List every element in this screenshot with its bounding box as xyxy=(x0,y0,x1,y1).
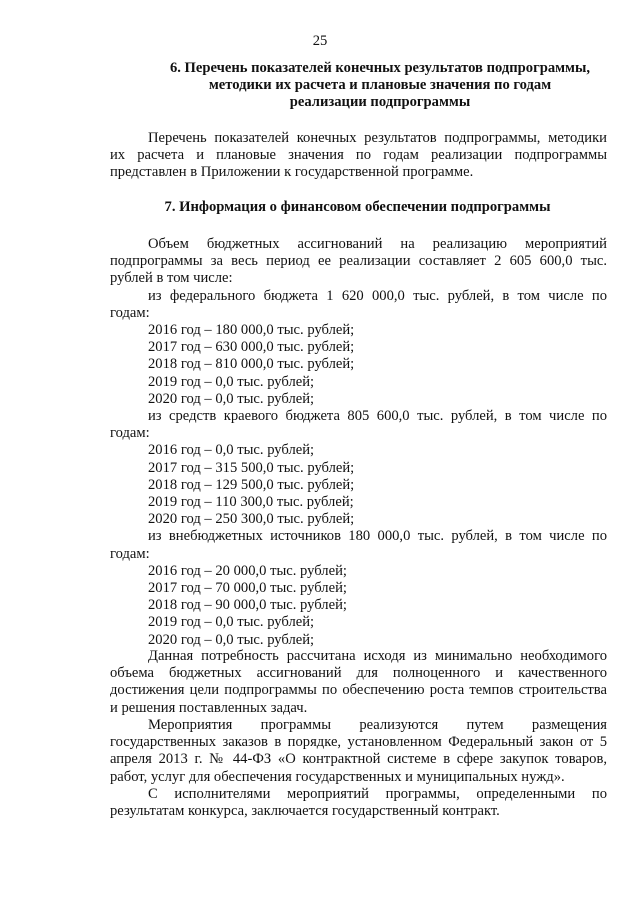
year-amount: 2016 год – 20 000,0 тыс. рублей; xyxy=(148,562,347,579)
text-line: Мероприятия программы реализуются путем размещения xyxy=(148,717,607,733)
text-line: работ, услуг для обеспечения государственных и муниципальных нужд». xyxy=(110,768,565,785)
text-line: годам: xyxy=(110,425,150,442)
year-amount: 2017 год – 70 000,0 тыс. рублей; xyxy=(148,580,347,597)
funding-paragraph xyxy=(110,236,607,649)
year-amount: 2018 год – 810 000,0 тыс. рублей; xyxy=(148,356,355,373)
year-amount: 2017 год – 315 500,0 тыс. рублей; xyxy=(148,459,355,476)
procurement-paragraph xyxy=(110,717,607,786)
year-amount: 2019 год – 110 300,0 тыс. рублей; xyxy=(148,494,354,511)
page-number: 25 xyxy=(312,33,328,49)
year-amount: 2018 год – 90 000,0 тыс. рублей; xyxy=(148,597,347,614)
section-7-heading: 7. Информация о финансовом обеспечении подпрограммы xyxy=(164,199,551,215)
year-amount: 2020 год – 0,0 тыс. рублей; xyxy=(148,390,315,407)
need-paragraph xyxy=(110,648,607,717)
year-amount: 2016 год – 0,0 тыс. рублей; xyxy=(148,442,315,459)
contract-paragraph xyxy=(110,786,607,820)
section-6-paragraph xyxy=(110,130,607,182)
funding-source-extrabudgetary: из внебюджетных источников 180 000,0 тыс. рублей, в том числе по xyxy=(148,528,607,545)
text-line: представлен в Приложении к государственной программе. xyxy=(110,164,474,181)
text-line: их расчета и плановые значения по годам реализации подпрограммы xyxy=(110,147,607,164)
text-line: Данная потребность рассчитана исходя из минимально необходимого xyxy=(148,648,607,664)
funding-source-regional: из средств краевого бюджета 805 600,0 тыс. рублей, в том числе по xyxy=(148,408,607,425)
year-amount: 2018 год – 129 500,0 тыс. рублей; xyxy=(148,476,355,493)
heading-line: 6. Перечень показателей конечных результатов подпрограммы, xyxy=(169,60,591,76)
text-line: годам: xyxy=(110,304,150,321)
text-line: рублей в том числе: xyxy=(110,270,233,287)
year-amount: 2019 год – 0,0 тыс. рублей; xyxy=(148,373,315,390)
year-amount: 2017 год – 630 000,0 тыс. рублей; xyxy=(148,339,355,356)
text-line: Объем бюджетных ассигнований на реализацию мероприятий xyxy=(148,236,607,252)
text-line: государственных заказов в порядке, установленном Федеральный закон от 5 xyxy=(110,734,607,751)
text-line: подпрограммы за весь период ее реализации составляет 2 605 600,0 тыс. xyxy=(110,253,607,270)
section-6-heading xyxy=(160,60,600,112)
year-amount: 2020 год – 250 300,0 тыс. рублей; xyxy=(148,511,355,528)
text-line: результатам конкурса, заключается государственный контракт. xyxy=(110,803,500,820)
heading-line: реализации подпрограммы xyxy=(289,94,471,111)
text-line: апреля 2013 г. № 44-ФЗ «О контрактной системе в сфере закупок товаров, xyxy=(110,751,607,768)
text-line: Перечень показателей конечных результатов подпрограммы, методики xyxy=(148,130,607,146)
text-line: С исполнителями мероприятий программы, определенными по xyxy=(148,786,607,802)
text-line: достижения цели подпрограммы по обеспечению роста темпов строительства xyxy=(110,682,607,699)
text-line: и решения поставленных задач. xyxy=(110,699,308,716)
year-amount: 2020 год – 0,0 тыс. рублей; xyxy=(148,631,315,648)
text-line: объема бюджетных ассигнований для полноценного и качественного xyxy=(110,665,607,682)
funding-source-federal: из федерального бюджета 1 620 000,0 тыс. рублей, в том числе по xyxy=(148,287,607,304)
heading-line: методики их расчета и плановые значения по годам xyxy=(208,77,552,94)
year-amount: 2016 год – 180 000,0 тыс. рублей; xyxy=(148,322,355,339)
year-amount: 2019 год – 0,0 тыс. рублей; xyxy=(148,614,315,631)
text-line: годам: xyxy=(110,545,150,562)
